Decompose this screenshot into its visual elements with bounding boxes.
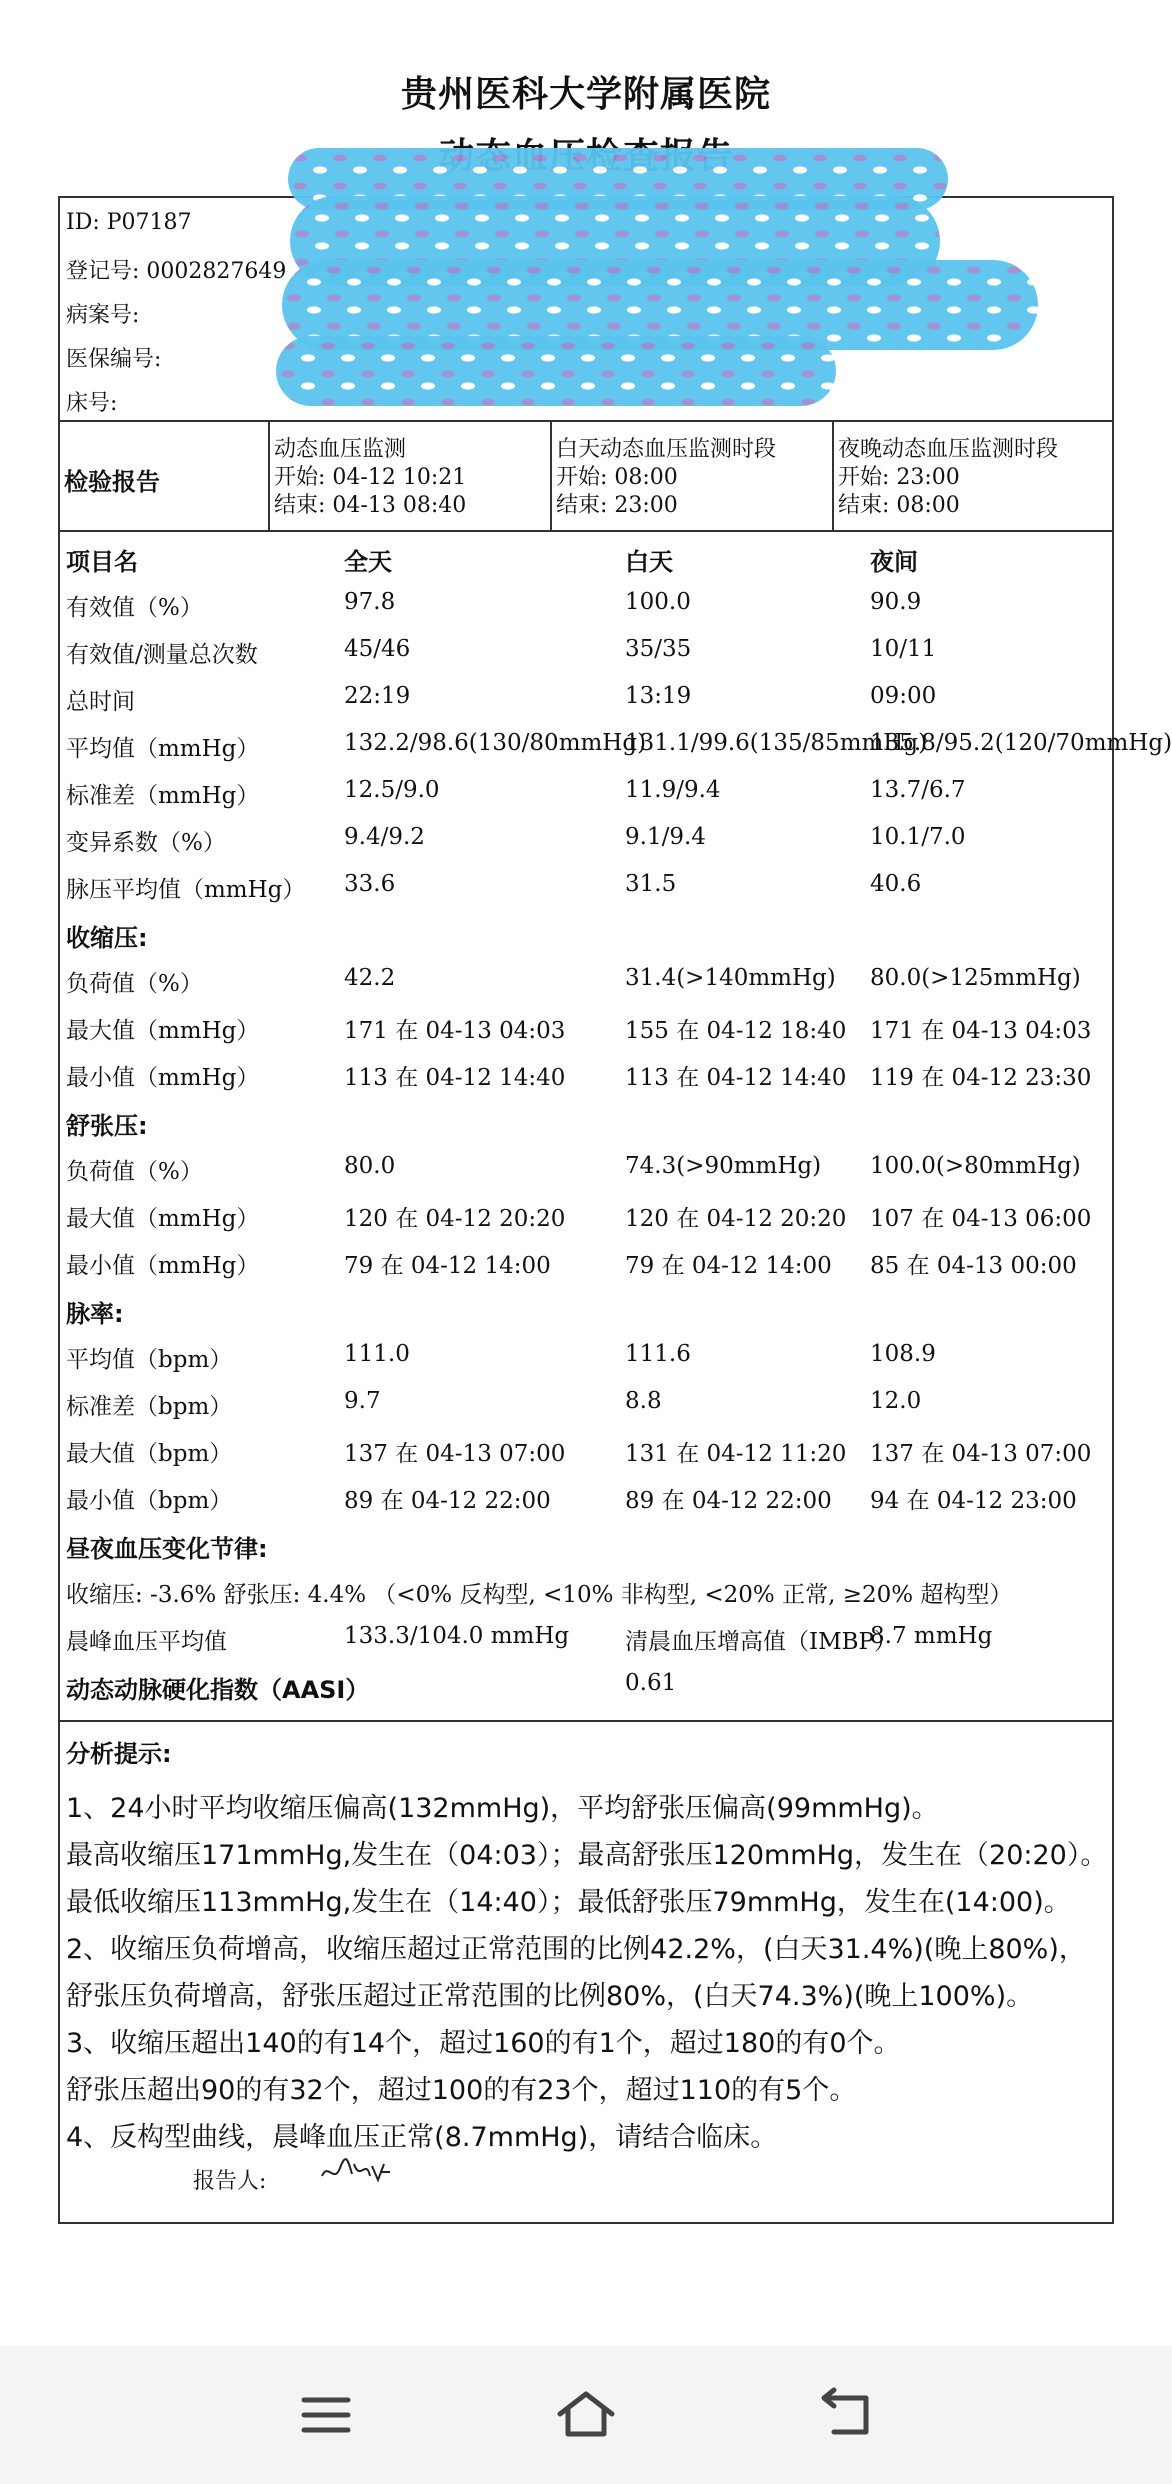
- row-value: 31.5: [625, 871, 677, 897]
- systolic-row: [60, 1002, 1112, 1049]
- bed-number: 床号:: [66, 391, 118, 416]
- analysis-line: 最低收缩压113mmHg,发生在（14:40）；最低舒张压79mmHg，发生在(14:00)。: [66, 1887, 1071, 1918]
- row-value: 137 在 04-13 07:00: [870, 1441, 1092, 1467]
- analysis-title: 分析提示:: [66, 1740, 172, 1768]
- row-value: 9.1/9.4: [625, 824, 706, 850]
- row-value: 12.0: [870, 1388, 922, 1414]
- period-start: 开始: 23:00: [838, 465, 960, 490]
- pulse-row: [60, 1331, 1112, 1378]
- case-number: 病案号:: [66, 303, 140, 328]
- row-value: 90.9: [870, 589, 922, 615]
- reporter-label: 报告人:: [193, 2169, 267, 2194]
- row-value: 100.0: [625, 589, 691, 615]
- row-value: 113 在 04-12 14:40: [344, 1065, 566, 1091]
- aasi-label: 动态动脉硬化指数（AASI）: [66, 1676, 370, 1704]
- column-header: 全天: [344, 548, 392, 576]
- period-start: 开始: 08:00: [556, 465, 678, 490]
- section-label: 检验报告: [64, 468, 160, 496]
- row-value: 42.2: [344, 965, 396, 991]
- row-value: 35/35: [625, 636, 692, 662]
- imbp-value: 8.7 mmHg: [870, 1623, 993, 1649]
- row-label: 最小值（bpm）: [66, 1488, 233, 1514]
- row-value: 11.9/9.4: [625, 777, 721, 803]
- period-daytime: [550, 422, 832, 530]
- row-value: 80.0: [344, 1153, 396, 1179]
- row-value: 131 在 04-12 11:20: [625, 1441, 847, 1467]
- period-title: 夜晚动态血压监测时段: [838, 437, 1059, 462]
- registration-number: 登记号: 0002827649: [66, 259, 287, 284]
- column-header: 白天: [625, 548, 673, 576]
- row-value: 171 在 04-13 04:03: [344, 1018, 566, 1044]
- row-value: 113 在 04-12 14:40: [625, 1065, 847, 1091]
- analysis-line: 舒张压负荷增高，舒张压超过正常范围的比例80%，(白天74.3%)(晚上100%)。: [66, 1981, 1034, 2012]
- back-icon[interactable]: [810, 2382, 882, 2448]
- group-title-diastolic: 舒张压:: [66, 1112, 148, 1140]
- row-value: 33.6: [344, 871, 396, 897]
- period-night: [832, 422, 1114, 530]
- systolic-row: [60, 955, 1112, 1002]
- row-value: 100.0(>80mmHg): [870, 1153, 1081, 1179]
- row-value: 155 在 04-12 18:40: [625, 1018, 847, 1044]
- systolic-row: [60, 1049, 1112, 1096]
- row-value: 12.5/9.0: [344, 777, 440, 803]
- row-value: 8.8: [625, 1388, 662, 1414]
- general-row: [60, 767, 1112, 814]
- row-label: 负荷值（%）: [66, 1159, 203, 1185]
- row-label: 有效值/测量总次数: [66, 642, 258, 668]
- morning-row: [60, 1613, 1112, 1660]
- row-value: 111.0: [344, 1341, 410, 1367]
- row-value: 74.3(>90mmHg): [625, 1153, 822, 1179]
- analysis-section: [60, 1720, 1112, 2224]
- row-label: 最大值（mmHg）: [66, 1018, 260, 1044]
- aasi-row: [60, 1660, 1112, 1707]
- general-row: [60, 579, 1112, 626]
- diastolic-row: [60, 1237, 1112, 1284]
- redaction-overlay: [276, 336, 836, 406]
- row-label: 最大值（mmHg）: [66, 1206, 260, 1232]
- signature-image: [318, 2154, 394, 2190]
- row-label: 标准差（mmHg）: [66, 783, 260, 809]
- period-end: 结束: 23:00: [556, 493, 678, 518]
- row-label: 最大值（bpm）: [66, 1441, 233, 1467]
- general-row: [60, 814, 1112, 861]
- morning-value: 133.3/104.0 mmHg: [344, 1623, 570, 1649]
- row-value: 40.6: [870, 871, 922, 897]
- row-value: 107 在 04-13 06:00: [870, 1206, 1092, 1232]
- general-row: [60, 720, 1172, 767]
- rhythm-values: 收缩压: -3.6% 舒张压: 4.4% （<0% 反构型, <10% 非构型, <20% 正常, ≥20% 超构型）: [66, 1582, 1013, 1608]
- row-value: 9.4/9.2: [344, 824, 425, 850]
- row-label: 负荷值（%）: [66, 971, 203, 997]
- row-value: 120 在 04-12 20:20: [625, 1206, 847, 1232]
- period-all-day: [268, 422, 550, 530]
- row-value: 10.1/7.0: [870, 824, 966, 850]
- row-value: 111.6: [625, 1341, 691, 1367]
- row-label: 最小值（mmHg）: [66, 1065, 260, 1091]
- row-value: 45/46: [344, 636, 411, 662]
- patient-id: ID: P07187: [66, 210, 192, 235]
- row-label: 标准差（bpm）: [66, 1394, 233, 1420]
- report-table: [58, 196, 1172, 2224]
- row-label: 平均值（mmHg）: [66, 736, 260, 762]
- row-value: 79 在 04-12 14:00: [344, 1253, 551, 1279]
- home-icon[interactable]: [550, 2382, 622, 2448]
- hospital-name: 贵州医科大学附属医院: [400, 74, 771, 115]
- diastolic-row: [60, 1190, 1112, 1237]
- row-value: 31.4(>140mmHg): [625, 965, 836, 991]
- row-value: 10/11: [870, 636, 937, 662]
- general-row: [60, 626, 1112, 673]
- column-header: 项目名: [66, 548, 138, 576]
- row-value: 119 在 04-12 23:30: [870, 1065, 1092, 1091]
- row-value: 135.8/95.2(120/70mmHg): [870, 730, 1172, 756]
- row-value: 108.9: [870, 1341, 936, 1367]
- analysis-line: 舒张压超出90的有32个，超过100的有23个，超过110的有5个。: [66, 2075, 857, 2106]
- pulse-row: [60, 1425, 1112, 1472]
- row-value: 85 在 04-13 00:00: [870, 1253, 1077, 1279]
- row-value: 131.1/99.6(135/85mmHg): [625, 730, 928, 756]
- insurance-number: 医保编号:: [66, 347, 162, 372]
- row-label: 变异系数（%）: [66, 830, 226, 856]
- aasi-value: 0.61: [625, 1670, 677, 1696]
- period-title: 白天动态血压监测时段: [556, 437, 777, 462]
- period-end: 结束: 08:00: [838, 493, 960, 518]
- menu-icon[interactable]: [290, 2382, 362, 2448]
- row-label: 最小值（mmHg）: [66, 1253, 260, 1279]
- period-start: 开始: 04-12 10:21: [274, 465, 467, 490]
- row-label: 总时间: [66, 689, 135, 715]
- row-value: 79 在 04-12 14:00: [625, 1253, 832, 1279]
- analysis-line: 1、24小时平均收缩压偏高(132mmHg)，平均舒张压偏高(99mmHg)。: [66, 1793, 939, 1824]
- diastolic-row: [60, 1143, 1112, 1190]
- row-value: 171 在 04-13 04:03: [870, 1018, 1092, 1044]
- row-value: 13.7/6.7: [870, 777, 966, 803]
- row-value: 89 在 04-12 22:00: [344, 1488, 551, 1514]
- row-value: 13:19: [625, 683, 692, 709]
- group-title-rhythm: 昼夜血压变化节律:: [66, 1535, 268, 1563]
- column-header: 夜间: [870, 548, 918, 576]
- row-label: 有效值（%）: [66, 595, 203, 621]
- period-title: 动态血压监测: [274, 437, 407, 462]
- group-title-systolic: 收缩压:: [66, 924, 148, 952]
- row-value: 137 在 04-13 07:00: [344, 1441, 566, 1467]
- morning-label: 晨峰血压平均值: [66, 1629, 227, 1655]
- monitoring-periods: [60, 422, 1112, 532]
- row-value: 120 在 04-12 20:20: [344, 1206, 566, 1232]
- row-value: 22:19: [344, 683, 411, 709]
- rhythm-row: [60, 1566, 1112, 1613]
- row-value: 89 在 04-12 22:00: [625, 1488, 832, 1514]
- table-header-row: [60, 532, 1112, 579]
- period-end: 结束: 04-13 08:40: [274, 493, 467, 518]
- general-row: [60, 673, 1112, 720]
- row-value: 132.2/98.6(130/80mmHg): [344, 730, 647, 756]
- row-value: 9.7: [344, 1388, 381, 1414]
- row-value: 94 在 04-12 23:00: [870, 1488, 1077, 1514]
- row-value: 09:00: [870, 683, 937, 709]
- row-label: 平均值（bpm）: [66, 1347, 233, 1373]
- general-row: [60, 861, 1112, 908]
- analysis-line: 2、收缩压负荷增高，收缩压超过正常范围的比例42.2%，(白天31.4%)(晚上80%)，: [66, 1934, 1086, 1965]
- imbp-label: 清晨血压增高值（IMBP）: [625, 1629, 898, 1655]
- pulse-row: [60, 1472, 1112, 1519]
- system-nav-bar: [0, 2346, 1172, 2484]
- group-title-pulse: 脉率:: [66, 1300, 124, 1328]
- analysis-line: 4、反构型曲线，晨峰血压正常(8.7mmHg)，请结合临床。: [66, 2122, 778, 2153]
- pulse-row: [60, 1378, 1112, 1425]
- row-value: 80.0(>125mmHg): [870, 965, 1081, 991]
- row-label: 脉压平均值（mmHg）: [66, 877, 306, 903]
- analysis-line: 3、收缩压超出140的有14个，超过160的有1个，超过180的有0个。: [66, 2028, 901, 2059]
- row-value: 97.8: [344, 589, 396, 615]
- analysis-line: 最高收缩压171mmHg,发生在（04:03）；最高舒张压120mmHg，发生在（20:20）。: [66, 1840, 1108, 1871]
